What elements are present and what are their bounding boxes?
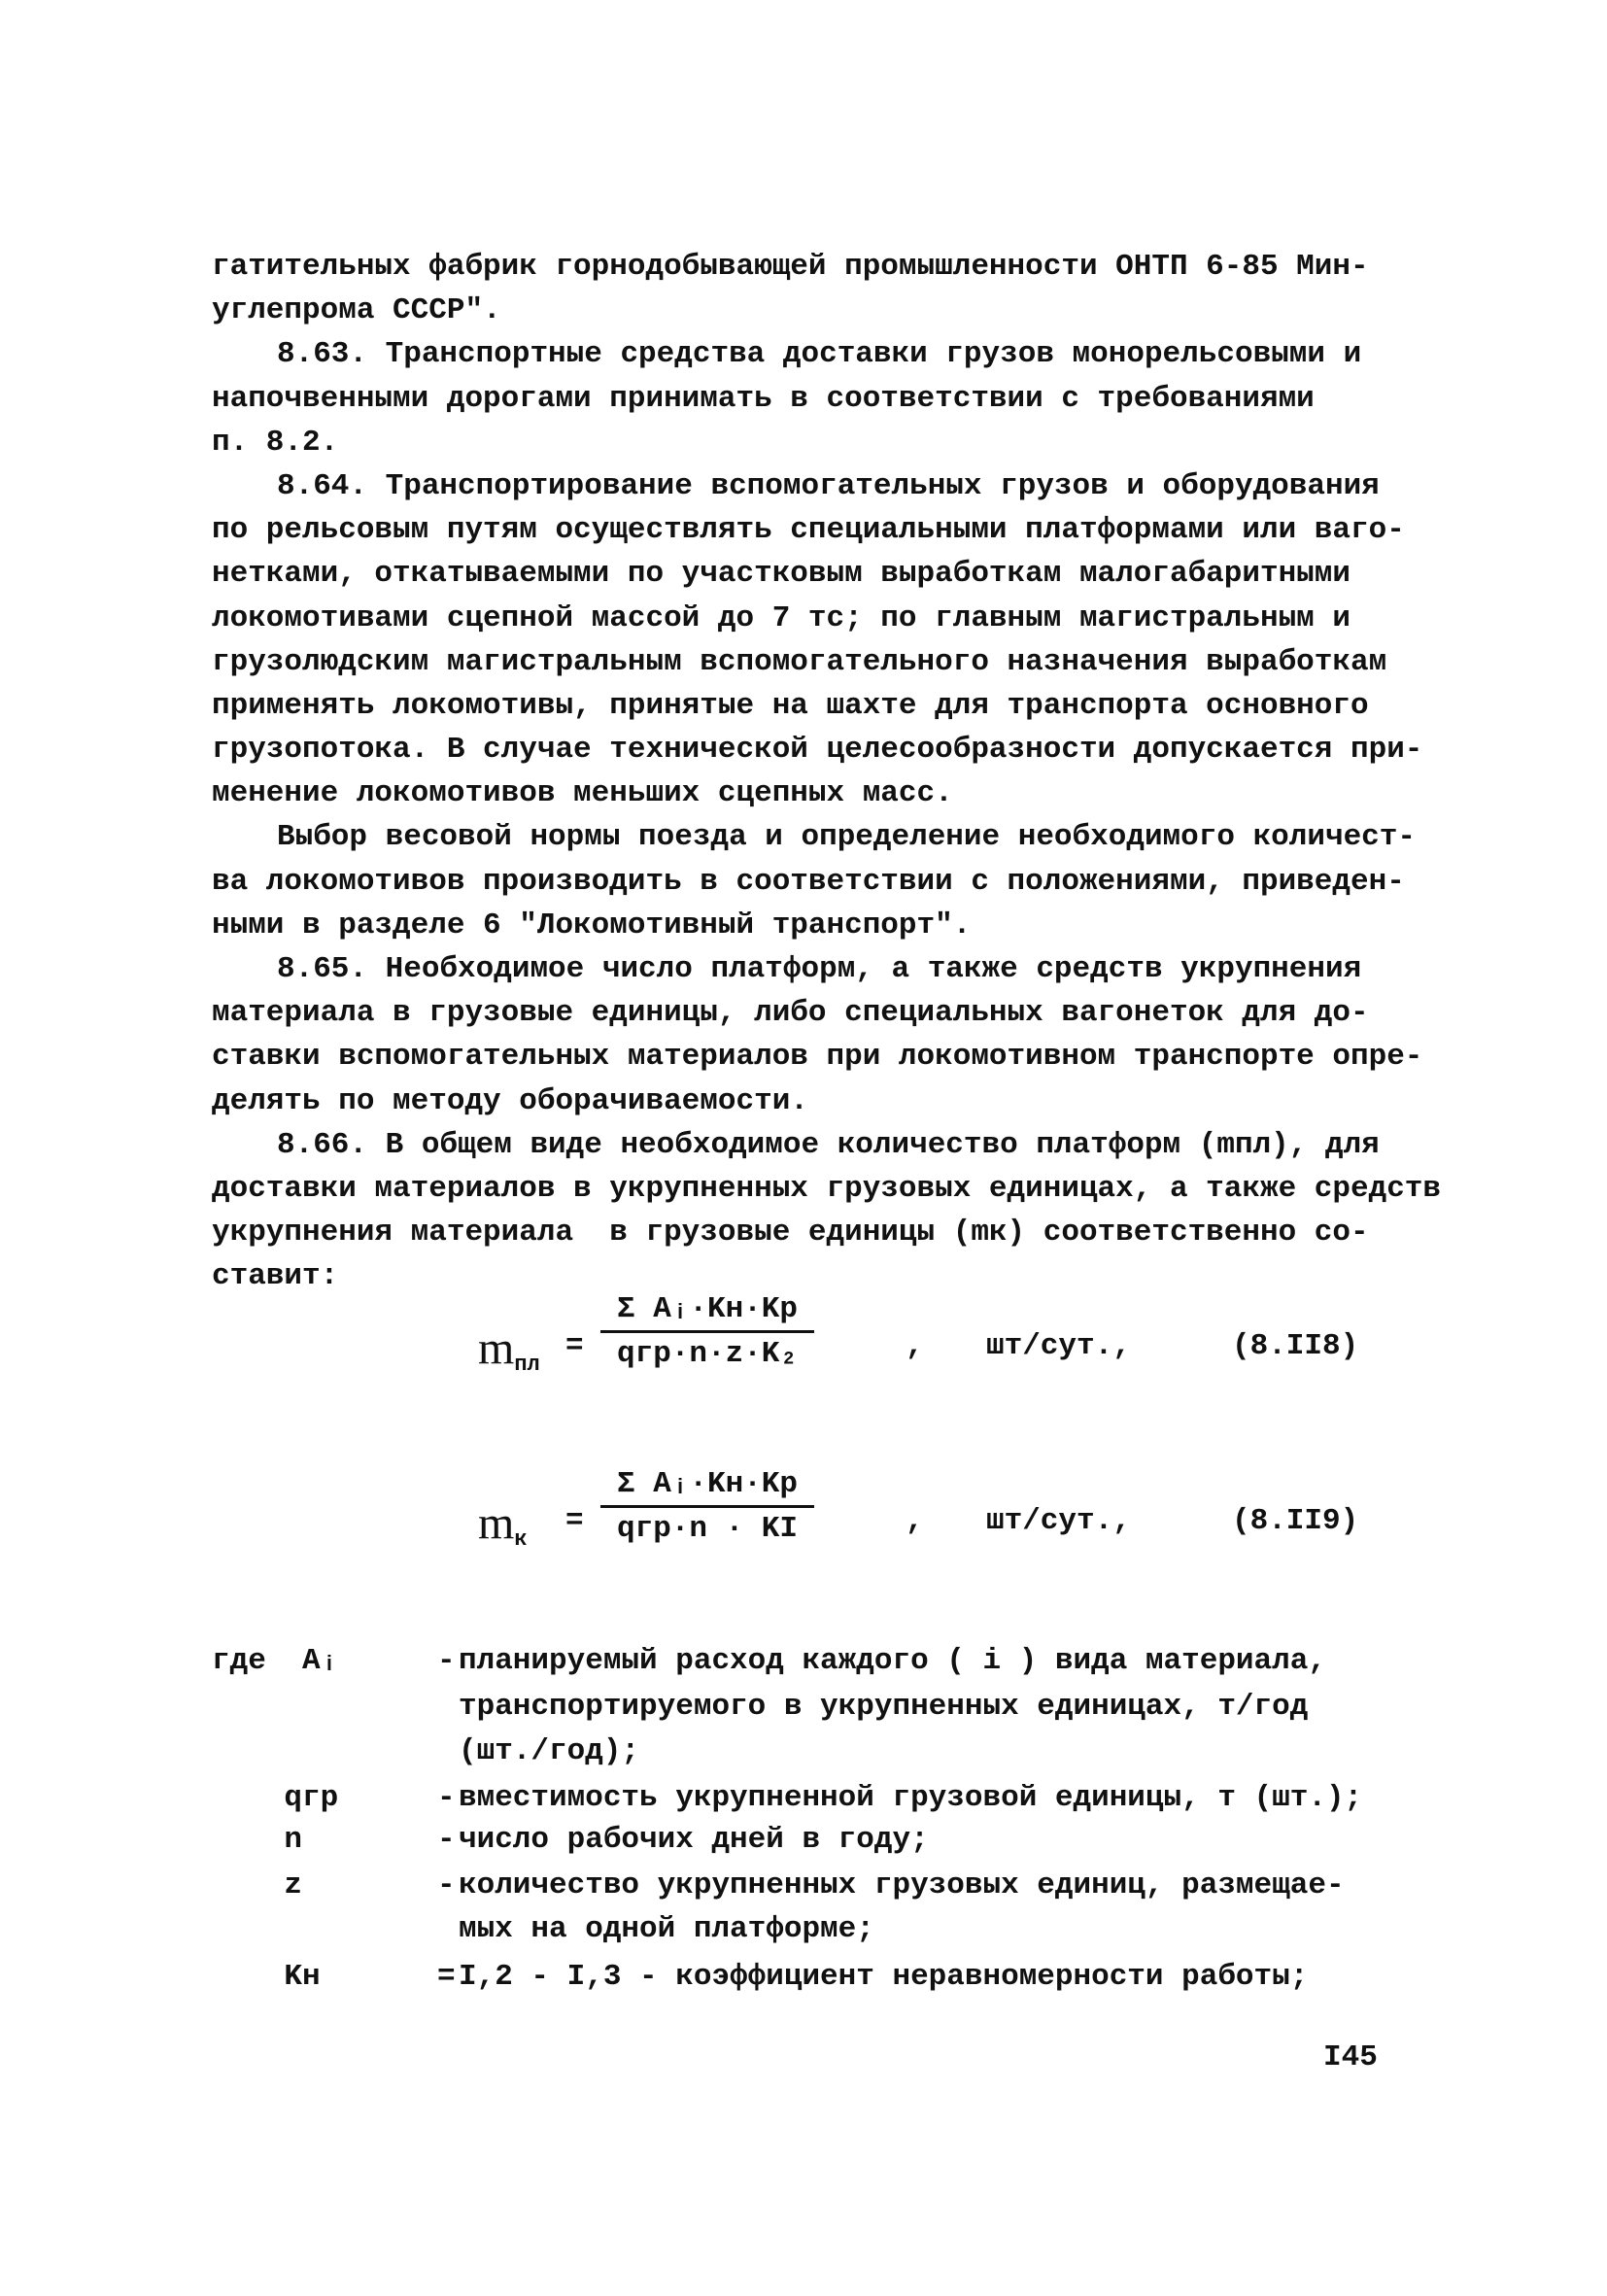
paragraph-8-65: 8.65. Необходимое число платформ, а также средств укрупнения [277,952,1362,986]
formula-lhs: $m_{пл}$ [478,1322,540,1378]
definition-text: вместимость укрупненной грузовой единицы, т (шт.); [459,1781,1363,1815]
text-line: ставит: [212,1259,339,1294]
text-line: материала в грузовые единицы, либо специальных вагонеток для до- [212,996,1369,1031]
definition-separator: = [437,1960,456,1994]
text-line: делять по методу оборачиваемости. [212,1083,808,1118]
text-line: укрупнения материала в грузовые единицы (mк) соответственно со- [212,1216,1369,1251]
definition-symbol: где Aᵢ [212,1644,339,1678]
text-line: гатительных фабрик горнодобывающей промышленности ОНТП 6-85 Мин- [212,250,1369,284]
text-line: локомотивами сцепной массой до 7 тс; по главным магистральным и [212,600,1351,635]
definition-symbol: qгр [212,1781,339,1815]
text-line: грузопотока. В случае технической целесообразности допускается при- [212,733,1423,768]
formula-fraction [600,1292,814,1371]
denominator: qгр·n·z·K₂ [616,1337,799,1371]
paragraph-8-66: 8.66. В общем виде необходимое количество платформ (mпл), для [277,1127,1380,1162]
definition-separator: - [437,1644,456,1678]
paragraph-choice: Выбор весовой нормы поезда и определение необходимого количест- [277,820,1416,855]
text-line: ставки вспомогательных материалов при локомотивном транспорте опре- [212,1040,1423,1075]
definition-text: планируемый расход каждого ( i ) вида материала, [459,1644,1326,1678]
text-line: доставки материалов в укрупненных грузовых единицах, а также средств [212,1171,1442,1206]
definition-text: транспортируемого в укрупненных единицах, т/год [459,1690,1309,1724]
text-line: грузолюдским магистральным вспомогательного назначения выработкам [212,644,1387,679]
text-line: ными в разделе 6 "Локомотивный транспорт". [212,908,972,942]
definition-separator: - [437,1781,456,1815]
definition-text: число рабочих дней в году; [459,1823,929,1857]
text-line: менение локомотивов меньших сцепных масс. [212,776,953,811]
fraction-bar [600,1505,814,1508]
definition-text: количество укрупненных грузовых единиц, размещае- [459,1868,1345,1902]
page-number: I45 [1323,2040,1378,2074]
denominator: qгр·n · KI [616,1512,799,1546]
formula-lhs: $m_к$ [478,1497,528,1553]
definition-q [212,1781,1436,1825]
text-line: напочвенными дорогами принимать в соответствии с требованиями [212,381,1315,416]
paragraph-8-64: 8.64. Транспортирование вспомогательных грузов и оборудования [277,468,1380,503]
definition-symbol: n [212,1823,303,1857]
numerator: Σ Aᵢ·Kн·Kр [616,1467,799,1501]
text-line: применять локомотивы, принятые на шахте для транспорта основного [212,688,1369,723]
definition-z [212,1868,1436,1912]
body-text [212,245,1442,1299]
definition-symbol: z [212,1868,303,1902]
definition-separator: - [437,1823,456,1857]
fraction-bar [600,1330,814,1333]
definition-text: I,2 - I,3 - коэффициент неравномерности работы; [459,1960,1309,1994]
definition-n [212,1823,1436,1867]
formula-unit: шт/сут., [986,1504,1131,1538]
definition-text: мых на одной платформе; [459,1912,874,1946]
text-line: углепрома СССР". [212,293,501,328]
numerator: Σ Aᵢ·Kн·Kр [616,1292,799,1326]
text-line: нетками, откатываемыми по участковым выработкам малогабаритными [212,557,1351,592]
formula-number: (8.II8) [1232,1329,1359,1363]
formula-fraction [600,1467,814,1546]
text-line: п. 8.2. [212,425,339,460]
definition-Kn [212,1960,1436,2004]
definition-separator: - [437,1868,456,1902]
formula-unit: шт/сут., [986,1329,1131,1363]
definition-text: (шт./год); [459,1734,640,1768]
definition-symbol: Kн [212,1960,321,1994]
text-line: ва локомотивов производить в соответствии с положениями, приведен- [212,864,1405,899]
definition-A [212,1644,1436,1688]
formula-number: (8.II9) [1232,1504,1359,1538]
paragraph-8-63: 8.63. Транспортные средства доставки грузов монорельсовыми и [277,337,1362,372]
text-line: по рельсовым путям осуществлять специальными платформами или ваго- [212,513,1405,548]
